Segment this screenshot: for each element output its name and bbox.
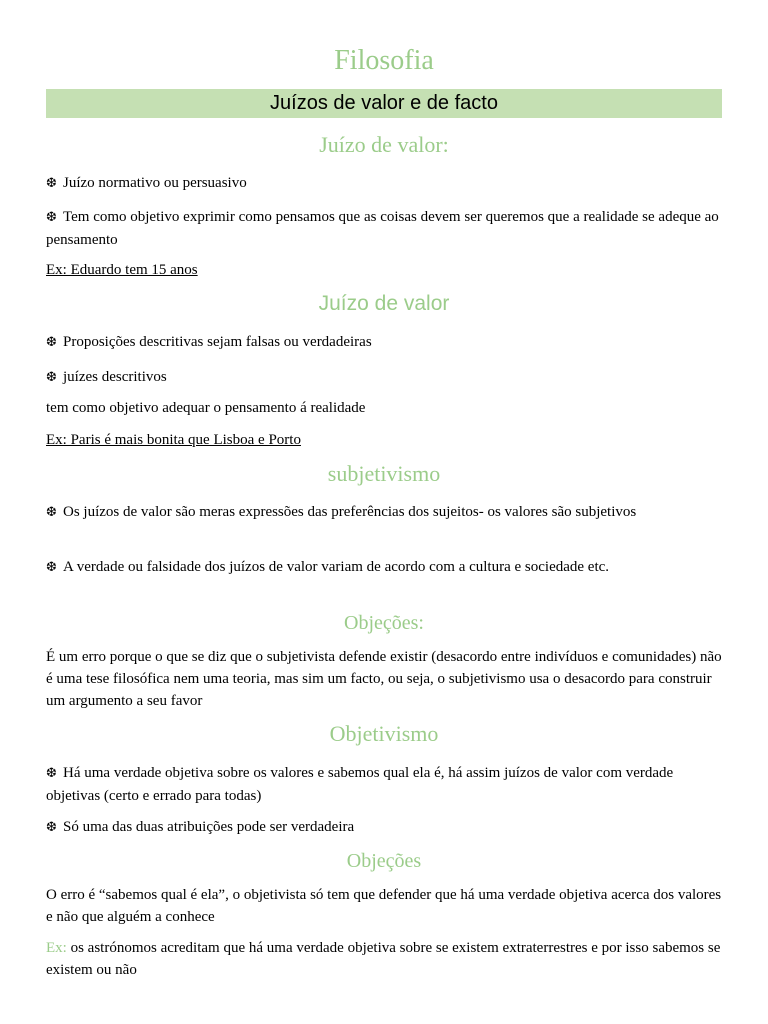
bullet-text: Os juízos de valor são meras expressões das preferências dos sujeitos- os valores são subjetivos (63, 504, 637, 520)
bullet-item (46, 556, 726, 579)
snowflake-bullet-icon: ❆ (46, 210, 57, 225)
section-heading-objecoes-1: Objeções: (344, 612, 424, 634)
objection-paragraph: O erro é “sabemos qual é ela”, o objetivista só tem que defender que há uma verdade objetiva acerca dos valores e não que alguém a conhece (46, 887, 722, 925)
objection-paragraph: É um erro porque o que se diz que o subjetivista defende existir (desacordo entre indivíduos e comunidades) não é uma tese filosófica nem uma teoria, mas sim um facto, ou seja, o subjetivismo usa o desacordo para construir um argumento a seu favor (46, 649, 722, 709)
section-heading-objetivismo: Objetivismo (329, 721, 439, 746)
bullet-item (46, 206, 726, 251)
example-line (46, 259, 726, 281)
example-line (46, 429, 726, 451)
example-paragraph (46, 937, 726, 981)
bullet-text: juízes descritivos (63, 369, 167, 385)
section-heading-juizo-de-valor-2: Juízo de valor (318, 292, 450, 315)
snowflake-bullet-icon: ❆ (46, 766, 57, 781)
snowflake-bullet-icon: ❆ (46, 560, 57, 575)
example-label: Ex: (46, 940, 67, 956)
example-text: Ex: Paris é mais bonita que Lisboa e Porto (46, 432, 301, 448)
bullet-text: Há uma verdade objetiva sobre os valores e sabemos qual ela é, há assim juízos de valor com verdade objetivas (certo e errado para todas) (46, 765, 674, 804)
bullet-item (46, 501, 726, 524)
snowflake-bullet-icon: ❆ (46, 505, 57, 520)
bullet-text: Juízo normativo ou persuasivo (63, 175, 247, 191)
section-heading-objecoes-2: Objeções (346, 850, 422, 872)
section-heading-juizo-de-valor-1: Juízo de valor: (319, 132, 449, 157)
document-title: Filosofia (334, 45, 434, 76)
bullet-text: Tem como objetivo exprimir como pensamos que as coisas devem ser queremos que a realidade se adeque ao pensamento (46, 209, 719, 248)
bullet-item (46, 172, 726, 195)
subtitle-banner (46, 89, 722, 118)
bullet-item (46, 366, 726, 389)
subtitle-text: Juízos de valor e de facto (270, 92, 498, 114)
bullet-text: A verdade ou falsidade dos juízos de valor variam de acordo com a cultura e sociedade etc. (63, 559, 610, 575)
plain-line: tem como objetivo adequar o pensamento á realidade (46, 400, 366, 416)
bullet-item (46, 816, 726, 839)
snowflake-bullet-icon: ❆ (46, 820, 57, 835)
bullet-item (46, 762, 726, 807)
snowflake-bullet-icon: ❆ (46, 335, 57, 350)
snowflake-bullet-icon: ❆ (46, 370, 57, 385)
example-text: os astrónomos acreditam que há uma verdade objetiva sobre se existem extraterrestres e por isso sabemos se existem ou não (46, 940, 721, 978)
example-text: Ex: Eduardo tem 15 anos (46, 262, 198, 278)
bullet-text: Só uma das duas atribuições pode ser verdadeira (63, 819, 355, 835)
bullet-item (46, 331, 726, 354)
snowflake-bullet-icon: ❆ (46, 176, 57, 191)
bullet-text: Proposições descritivas sejam falsas ou verdadeiras (63, 334, 372, 350)
section-heading-subjetivismo: subjetivismo (327, 461, 441, 486)
